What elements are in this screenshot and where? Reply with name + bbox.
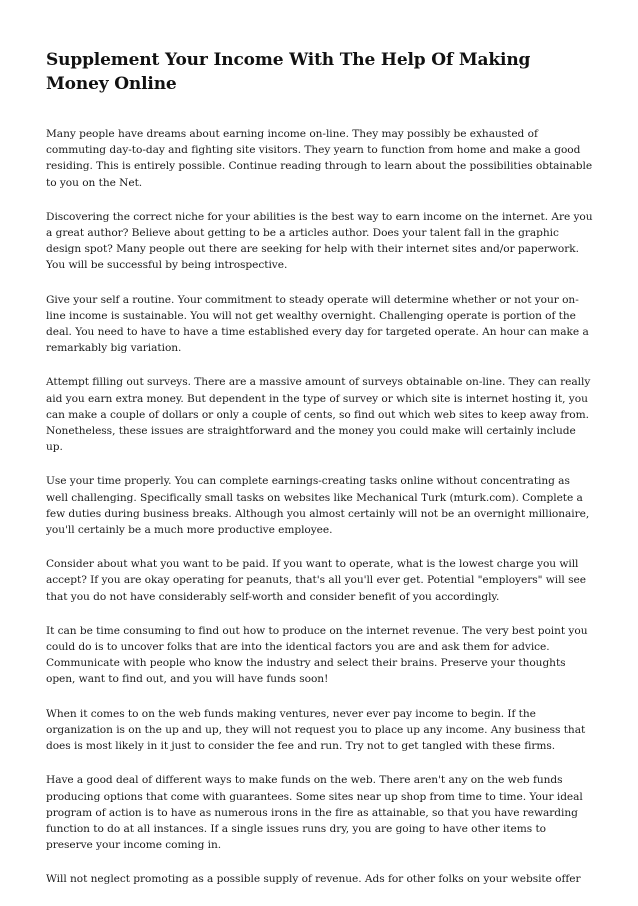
paragraph-5: Use your time properly. You can complete earnings-creating tasks online without concentrating as well challenging. Specifically small tasks on websites like Mechanical Turk (mturk.com). Complete a few duties during business breaks. Although you almost certainly will not be an overnight millionaire, you'll certainly be a much more productive employee. bbox=[46, 475, 590, 537]
paragraph-1: Many people have dreams about earning income on-line. They may possibly be exhausted of commuting day-to-day and fighting site visitors. They yearn to function from home and make a good residing. This is entirely possible. Continue reading through to learn about the possibilities obtainable to you on the Net. bbox=[46, 128, 593, 189]
paragraph-7: It can be time consuming to find out how to produce on the internet revenue. The very best point you could do is to uncover folks that are into the identical factors you are and ask them for advice. Communicate with people who know the industry and select their brains. Preserve your thoughts open, want to find out, and you will have funds soon! bbox=[46, 624, 588, 686]
paragraph-8: When it comes to on the web funds making ventures, never ever pay income to begin. If the organization is on the up and up, they will not request you to place up any income. Any business that does is most likely in it just to consider the fee and run. Try not to get tangled with these firms. bbox=[46, 707, 586, 753]
document-page bbox=[46, 48, 594, 906]
paragraph-2: Discovering the correct niche for your abilities is the best way to earn income on the internet. Are you a great author? Believe about getting to be a articles author. Does your talent fall in the graphic design spot? Many people out there are seeking for help with their internet sites and/or paperwork. You will be successful by being introspective. bbox=[46, 210, 593, 272]
paragraph-3: Give your self a routine. Your commitment to steady operate will determine whether or not your on-line income is sustainable. You will not get wealthy overnight. Challenging operate is portion of the deal. You need to have to have a time established every day for targeted operate. An hour can make a remarkably big variation. bbox=[46, 293, 589, 355]
paragraph-9: Have a good deal of different ways to make funds on the web. There aren't any on the web funds producing options that come with guarantees. Some sites near up shop from time to time. Your ideal program of action is to have as numerous irons in the fire as attainable, so that you have rewarding function to do at all instances. If a single issues runs dry, you are going to have other items to preserve your income coming in. bbox=[46, 774, 583, 852]
paragraph-6: Consider about what you want to be paid. If you want to operate, what is the lowest charge you will accept? If you are okay operating for peanuts, that's all you'll ever get. Potential "employers" will see that you do not have considerably self-worth and consider benefit of you accordingly. bbox=[46, 558, 586, 603]
paragraph-10: Will not neglect promoting as a possible supply of revenue. Ads for other folks on your website offer bbox=[46, 873, 581, 886]
paragraph-4: Attempt filling out surveys. There are a massive amount of surveys obtainable on-line. They can really aid you earn extra money. But dependent in the type of survey or which site is internet hosting it, you can make a couple of dollars or only a couple of cents, so find out which web sites to keep away from. Nonetheless, these issues are straightforward and the money you could make will certainly include up. bbox=[46, 376, 591, 454]
document-title: Supplement Your Income With The Help Of Making Money Online bbox=[46, 50, 531, 94]
